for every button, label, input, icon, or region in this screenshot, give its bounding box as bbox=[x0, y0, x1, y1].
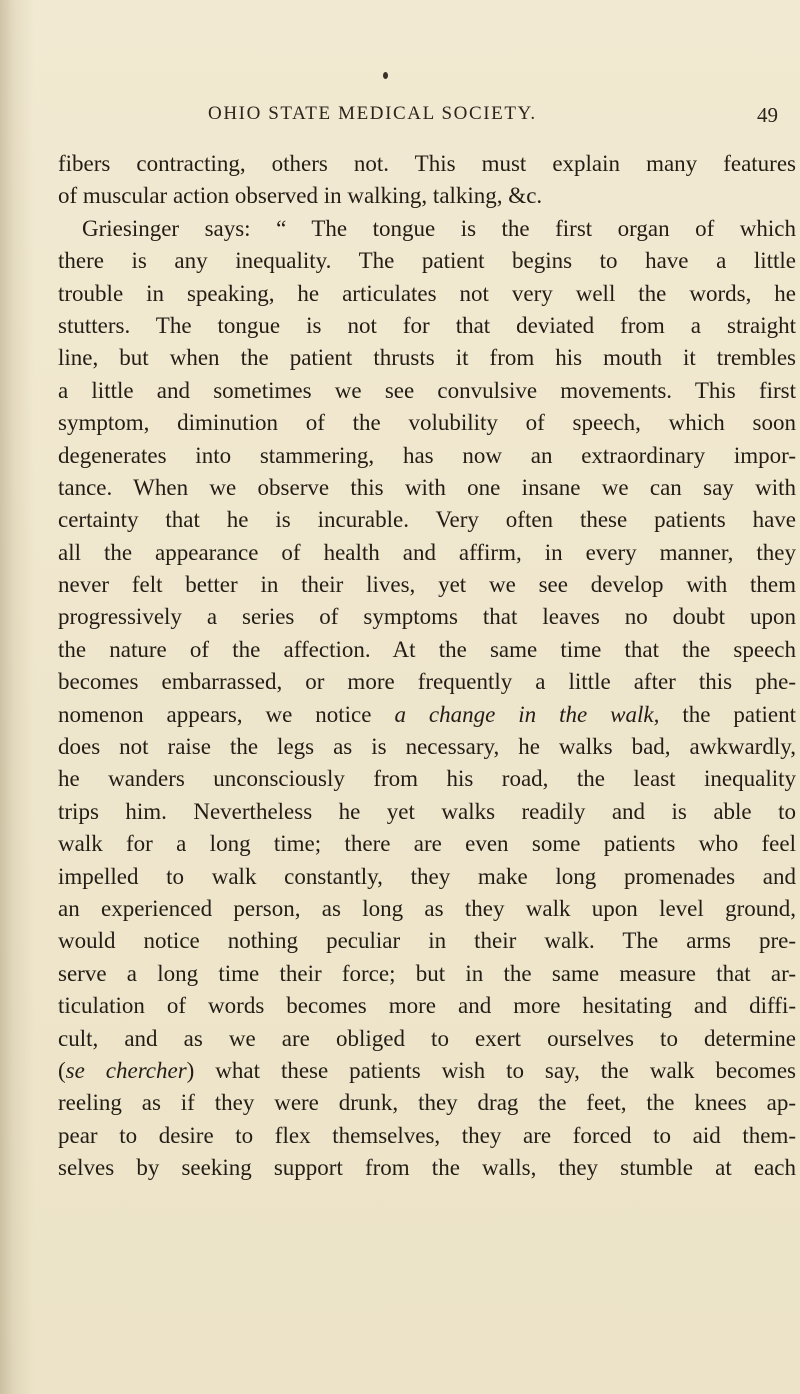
page-header bbox=[0, 103, 800, 131]
text-line: fibers contracting, others not. This must explain many features bbox=[58, 151, 796, 176]
text-line: reeling as if they were drunk, they drag the feet, the knees ap- bbox=[58, 1090, 796, 1116]
text-line: of muscular action observed in walking, talking, &c. bbox=[58, 183, 543, 209]
text-line: degenerates into stammering, has now an extraordinary impor- bbox=[58, 442, 796, 468]
text-line: progressively a series of symptoms that leaves no doubt upon bbox=[58, 604, 796, 630]
text-segment: ( bbox=[58, 1057, 66, 1083]
body-text bbox=[58, 148, 796, 1185]
italic-phrase: se chercher bbox=[65, 1057, 187, 1083]
page-number: 49 bbox=[757, 103, 778, 127]
text-line: he wanders unconsciously from his road, the least inequality bbox=[58, 766, 796, 792]
text-line: a little and sometimes we see convulsive movements. This first bbox=[58, 377, 796, 403]
text-line: Griesinger says: “ The tongue is the first organ of which bbox=[82, 215, 796, 241]
text-line: would notice nothing peculiar in their walk. The arms pre- bbox=[58, 928, 796, 954]
text-line bbox=[58, 1055, 796, 1087]
text-line: selves by seeking support from the walls, they stumble at each bbox=[58, 1155, 796, 1181]
running-head: OHIO STATE MEDICAL SOCIETY. bbox=[208, 103, 537, 124]
text-line: impelled to walk constantly, they make long promenades and bbox=[58, 863, 796, 889]
text-segment: nomenon appears, we notice bbox=[58, 701, 395, 727]
ink-speck bbox=[383, 72, 388, 79]
text-line bbox=[58, 699, 796, 731]
text-line: certainty that he is incurable. Very often these patients have bbox=[58, 507, 796, 533]
text-line: ticulation of words becomes more and more hesitating and diffi- bbox=[58, 993, 796, 1019]
text-line: walk for a long time; there are even some patients who feel bbox=[58, 831, 796, 857]
text-line: trips him. Nevertheless he yet walks readily and is able to bbox=[58, 798, 796, 824]
text-line: does not raise the legs as is necessary, he walks bad, awkwardly, bbox=[58, 734, 796, 760]
italic-phrase: a change in the walk, bbox=[394, 701, 660, 727]
text-line: cult, and as we are obliged to exert ourselves to determine bbox=[58, 1025, 796, 1051]
text-line: never felt better in their lives, yet we see develop with them bbox=[58, 572, 796, 598]
text-line: the nature of the affection. At the same time that the speech bbox=[58, 636, 796, 662]
text-line: line, but when the patient thrusts it from his mouth it trembles bbox=[58, 345, 796, 371]
text-line: an experienced person, as long as they walk upon level ground, bbox=[58, 895, 796, 921]
text-line: all the appearance of health and affirm, in every manner, they bbox=[58, 539, 796, 565]
text-line: symptom, diminution of the volubility of speech, which soon bbox=[58, 410, 796, 436]
text-line: becomes embarrassed, or more frequently a little after this phe- bbox=[58, 669, 796, 695]
text-line: there is any inequality. The patient begins to have a little bbox=[58, 248, 796, 274]
text-line: trouble in speaking, he articulates not very well the words, he bbox=[58, 280, 796, 306]
text-line: stutters. The tongue is not for that deviated from a straight bbox=[58, 312, 796, 338]
text-line: pear to desire to flex themselves, they are forced to aid them- bbox=[58, 1122, 796, 1148]
text-segment: ) what these patients wish to say, the walk becomes bbox=[186, 1057, 796, 1083]
text-line: serve a long time their force; but in the same measure that ar- bbox=[58, 960, 796, 986]
text-segment: the patient bbox=[659, 701, 796, 727]
text-line: tance. When we observe this with one insane we can say with bbox=[58, 474, 796, 500]
